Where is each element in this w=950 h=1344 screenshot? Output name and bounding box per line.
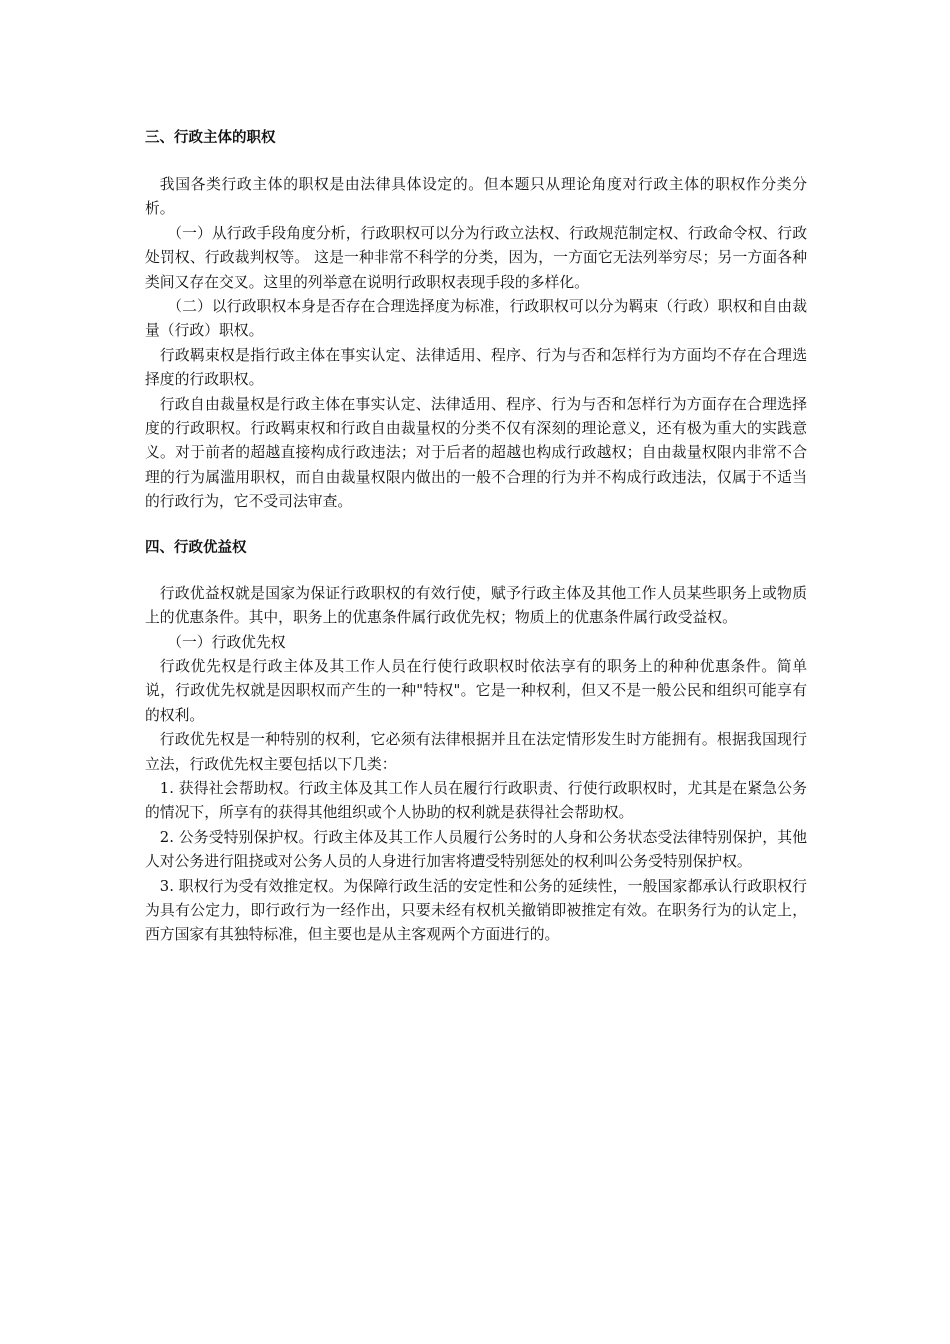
paragraph: 我国各类行政主体的职权是由法律具体设定的。但本题只从理论角度对行政主体的职权作分类分析。 — [145, 176, 807, 218]
document-body — [145, 126, 807, 948]
list-item: 1. 获得社会帮助权。行政主体及其工作人员在履行行政职责、行使行政职权时，尤其是在紧急公务的情况下，所享有的获得其他组织或个人协助的权利就是获得社会帮助权。 — [145, 779, 807, 822]
paragraph: 行政自由裁量权是行政主体在事实认定、法律适用、程序、行为与否和怎样行为方面存在合理选择度的行政职权。行政羁束权和行政自由裁量权的分类不仅有深刻的理论意义，还有极为重大的实践意义。对于前者的超越直接构成行政违法；对于后者的超越也构成行政越权；自由裁量权限内非常不合理的行为属滥用职权，而自由裁量权限内做出的一般不合理的行为并不构成行政违法，仅属于不适当的行政行为，它不受司法审查。 — [145, 395, 807, 511]
paragraph: （二）以行政职权本身是否存在合理选择度为标准，行政职权可以分为羁束（行政）职权和自由裁量（行政）职权。 — [145, 298, 807, 340]
section-heading-4: 四、行政优益权 — [145, 539, 247, 556]
list-item: 3. 职权行为受有效推定权。为保障行政生活的安定性和公务的延续性，一般国家都承认行政职权行为具有公定力，即行政行为一经作出，只要未经有权机关撤销即被推定有效。在职务行为的认定上，西方国家有其独特标准，但主要也是从主客观两个方面进行的。 — [145, 877, 807, 944]
subheading: （一）行政优先权 — [167, 633, 286, 651]
paragraph: 行政优先权是一种特别的权利，它必须有法律根据并且在法定情形发生时方能拥有。根据我国现行立法，行政优先权主要包括以下几类： — [145, 731, 807, 773]
paragraph: 行政优益权就是国家为保证行政职权的有效行使，赋予行政主体及其他工作人员某些职务上或物质上的优惠条件。其中，职务上的优惠条件属行政优先权；物质上的优惠条件属行政受益权。 — [145, 584, 807, 627]
section-heading-3: 三、行政主体的职权 — [145, 130, 276, 146]
paragraph: 行政优先权是行政主体及其工作人员在行使行政职权时依法享有的职务上的种种优惠条件。简单说，行政优先权就是因职权而产生的一种"特权"。它是一种权利，但又不是一般公民和组织可能享有的权利。 — [145, 657, 807, 724]
paragraph: 行政羁束权是指行政主体在事实认定、法律适用、程序、行为与否和怎样行为方面均不存在合理选择度的行政职权。 — [145, 346, 807, 389]
paragraph: （一）从行政手段角度分析，行政职权可以分为行政立法权、行政规范制定权、行政命令权、行政处罚权、行政裁判权等。 这是一种非常不科学的分类，因为，一方面它无法列举穷尽；另一方面各种类间又存在交叉。这里的列举意在说明行政职权表现手段的多样化。 — [145, 224, 807, 291]
list-item: 2. 公务受特别保护权。行政主体及其工作人员履行公务时的人身和公务状态受法律特别保护，其他人对公务进行阻挠或对公务人员的人身进行加害将遭受特别惩处的权利叫公务受特别保护权。 — [145, 828, 807, 871]
